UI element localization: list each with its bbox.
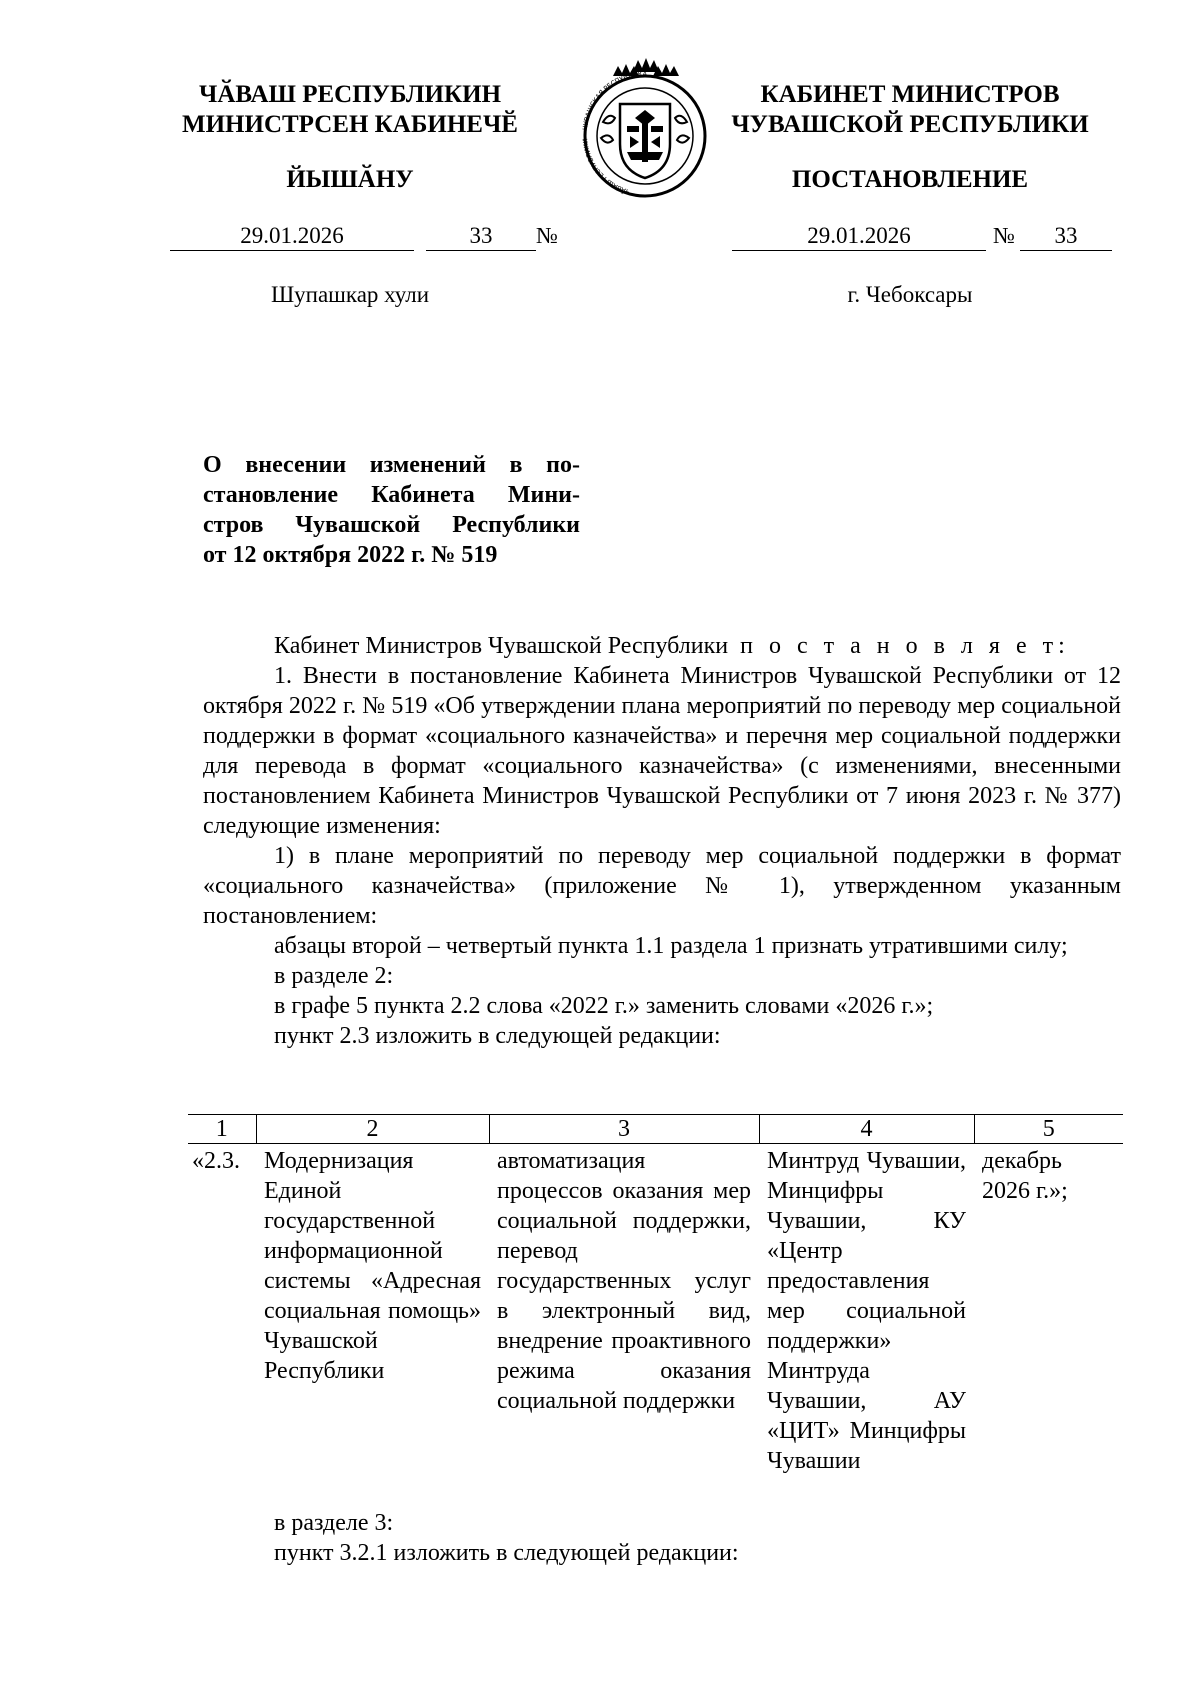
header-right-org xyxy=(700,80,1120,140)
table-header-cell: 3 xyxy=(489,1115,759,1144)
document-body xyxy=(203,631,1121,1051)
body-paragraph-1: 1. Внести в постановление Кабинета Министров Чувашской Республики от 12 октября 2022 г. № 519 «Об утверждении плана мероприятий по переводу мер социальной поддержки в формат «социального казначейства» и перечня мер социальной поддержки для перевода в формат «социального казначейства» (с изменениями, внесенными постановлением Кабинета Министров Чувашской Республики от 7 июня 2023 г. № 377) следующие изменения: xyxy=(203,663,1121,839)
emblem-ring-text: ЧӐВАШ РЕСПУБЛИКИ • ЧУВАШСКАЯ РЕСПУБЛИКА xyxy=(581,69,648,196)
header-right-doc-kind: ПОСТАНОВЛЕНИЕ xyxy=(791,166,1029,193)
title-line4: от 12 октября 2022 г. № 519 xyxy=(203,542,498,568)
left-number-field: 33 xyxy=(426,222,536,251)
expected-result-cell: автоматизация процессов оказания мер социальной поддержки, перевод государственных услуг в электронный вид, внедрение проактивного режима оказания социальной поддержки xyxy=(497,1148,751,1414)
body-intro xyxy=(203,631,1121,661)
deadline-cell: декабрь 2026 г.»; xyxy=(982,1148,1068,1204)
body-paragraph-2: 1) в плане мероприятий по переводу мер социальной поддержки в формат «социального казначейства» (приложение № 1), утвержденном указанным постановлением: xyxy=(203,843,1121,929)
after-table-text xyxy=(203,1508,1121,1568)
right-date-field: 29.01.2026 xyxy=(732,222,986,251)
title-line1: О внесении изменений в по- xyxy=(203,452,580,478)
header-right-line2: ЧУВАШСКОЙ РЕСПУБЛИКИ xyxy=(731,111,1089,138)
right-number-sign: № xyxy=(993,223,1015,248)
table-header-cell: 1 xyxy=(188,1115,256,1144)
table-header-row xyxy=(188,1115,1123,1144)
measure-name-cell: Модернизация Единой государственной информационной системы «Адресная социальная помощь» Чувашской Республики xyxy=(264,1148,481,1384)
after-paragraph-2: пункт 3.2.1 изложить в следующей редакции: xyxy=(274,1540,739,1566)
table-row xyxy=(188,1144,1123,1479)
table-header-cell: 5 xyxy=(974,1115,1123,1144)
body-intro-subject: Кабинет Министров Чувашской Республики xyxy=(274,633,729,659)
right-number-field: 33 xyxy=(1020,222,1112,251)
body-paragraph-4: в разделе 2: xyxy=(274,963,394,989)
item-number-cell: «2.3. xyxy=(192,1148,240,1174)
document-title xyxy=(203,450,580,570)
after-paragraph-1: в разделе 3: xyxy=(274,1510,394,1536)
title-line3: стров Чувашской Республики xyxy=(203,512,580,538)
body-paragraph-5: в графе 5 пункта 2.2 слова «2022 г.» заменить словами «2026 г.»; xyxy=(274,993,934,1019)
table-header-cell: 2 xyxy=(256,1115,489,1144)
header-left-doc-kind: ЙЫШӐНУ xyxy=(286,166,414,193)
body-intro-verb: п о с т а н о в л я е т: xyxy=(740,633,1070,659)
left-number-sign: № xyxy=(536,223,558,248)
left-date-field: 29.01.2026 xyxy=(170,222,414,251)
coat-of-arms-icon xyxy=(575,52,715,200)
header-left-line2: МИНИСТРСЕН КАБИНЕЧӖ xyxy=(182,111,518,138)
body-paragraph-3: абзацы второй – четвертый пункта 1.1 раздела 1 признать утратившими силу; xyxy=(274,933,1068,959)
header-right-line1: КАБИНЕТ МИНИСТРОВ xyxy=(760,81,1060,108)
responsible-cell: Минтруд Чувашии, Минцифры Чувашии, КУ «Центр предоставления мер социальной поддержки» Минтруда Чувашии, АУ «ЦИТ» Минцифры Чувашии xyxy=(767,1148,966,1474)
body-paragraph-6: пункт 2.3 изложить в следующей редакции: xyxy=(274,1023,721,1049)
table-header-cell: 4 xyxy=(759,1115,974,1144)
header-left-line1: ЧӐВАШ РЕСПУБЛИКИН xyxy=(198,81,502,108)
title-line2: становление Кабинета Мини- xyxy=(203,482,580,508)
header-left-org xyxy=(150,80,550,140)
left-city: Шупашкар хули xyxy=(270,282,430,307)
right-city: г. Чебоксары xyxy=(847,282,973,307)
amendment-table xyxy=(188,1114,1123,1478)
